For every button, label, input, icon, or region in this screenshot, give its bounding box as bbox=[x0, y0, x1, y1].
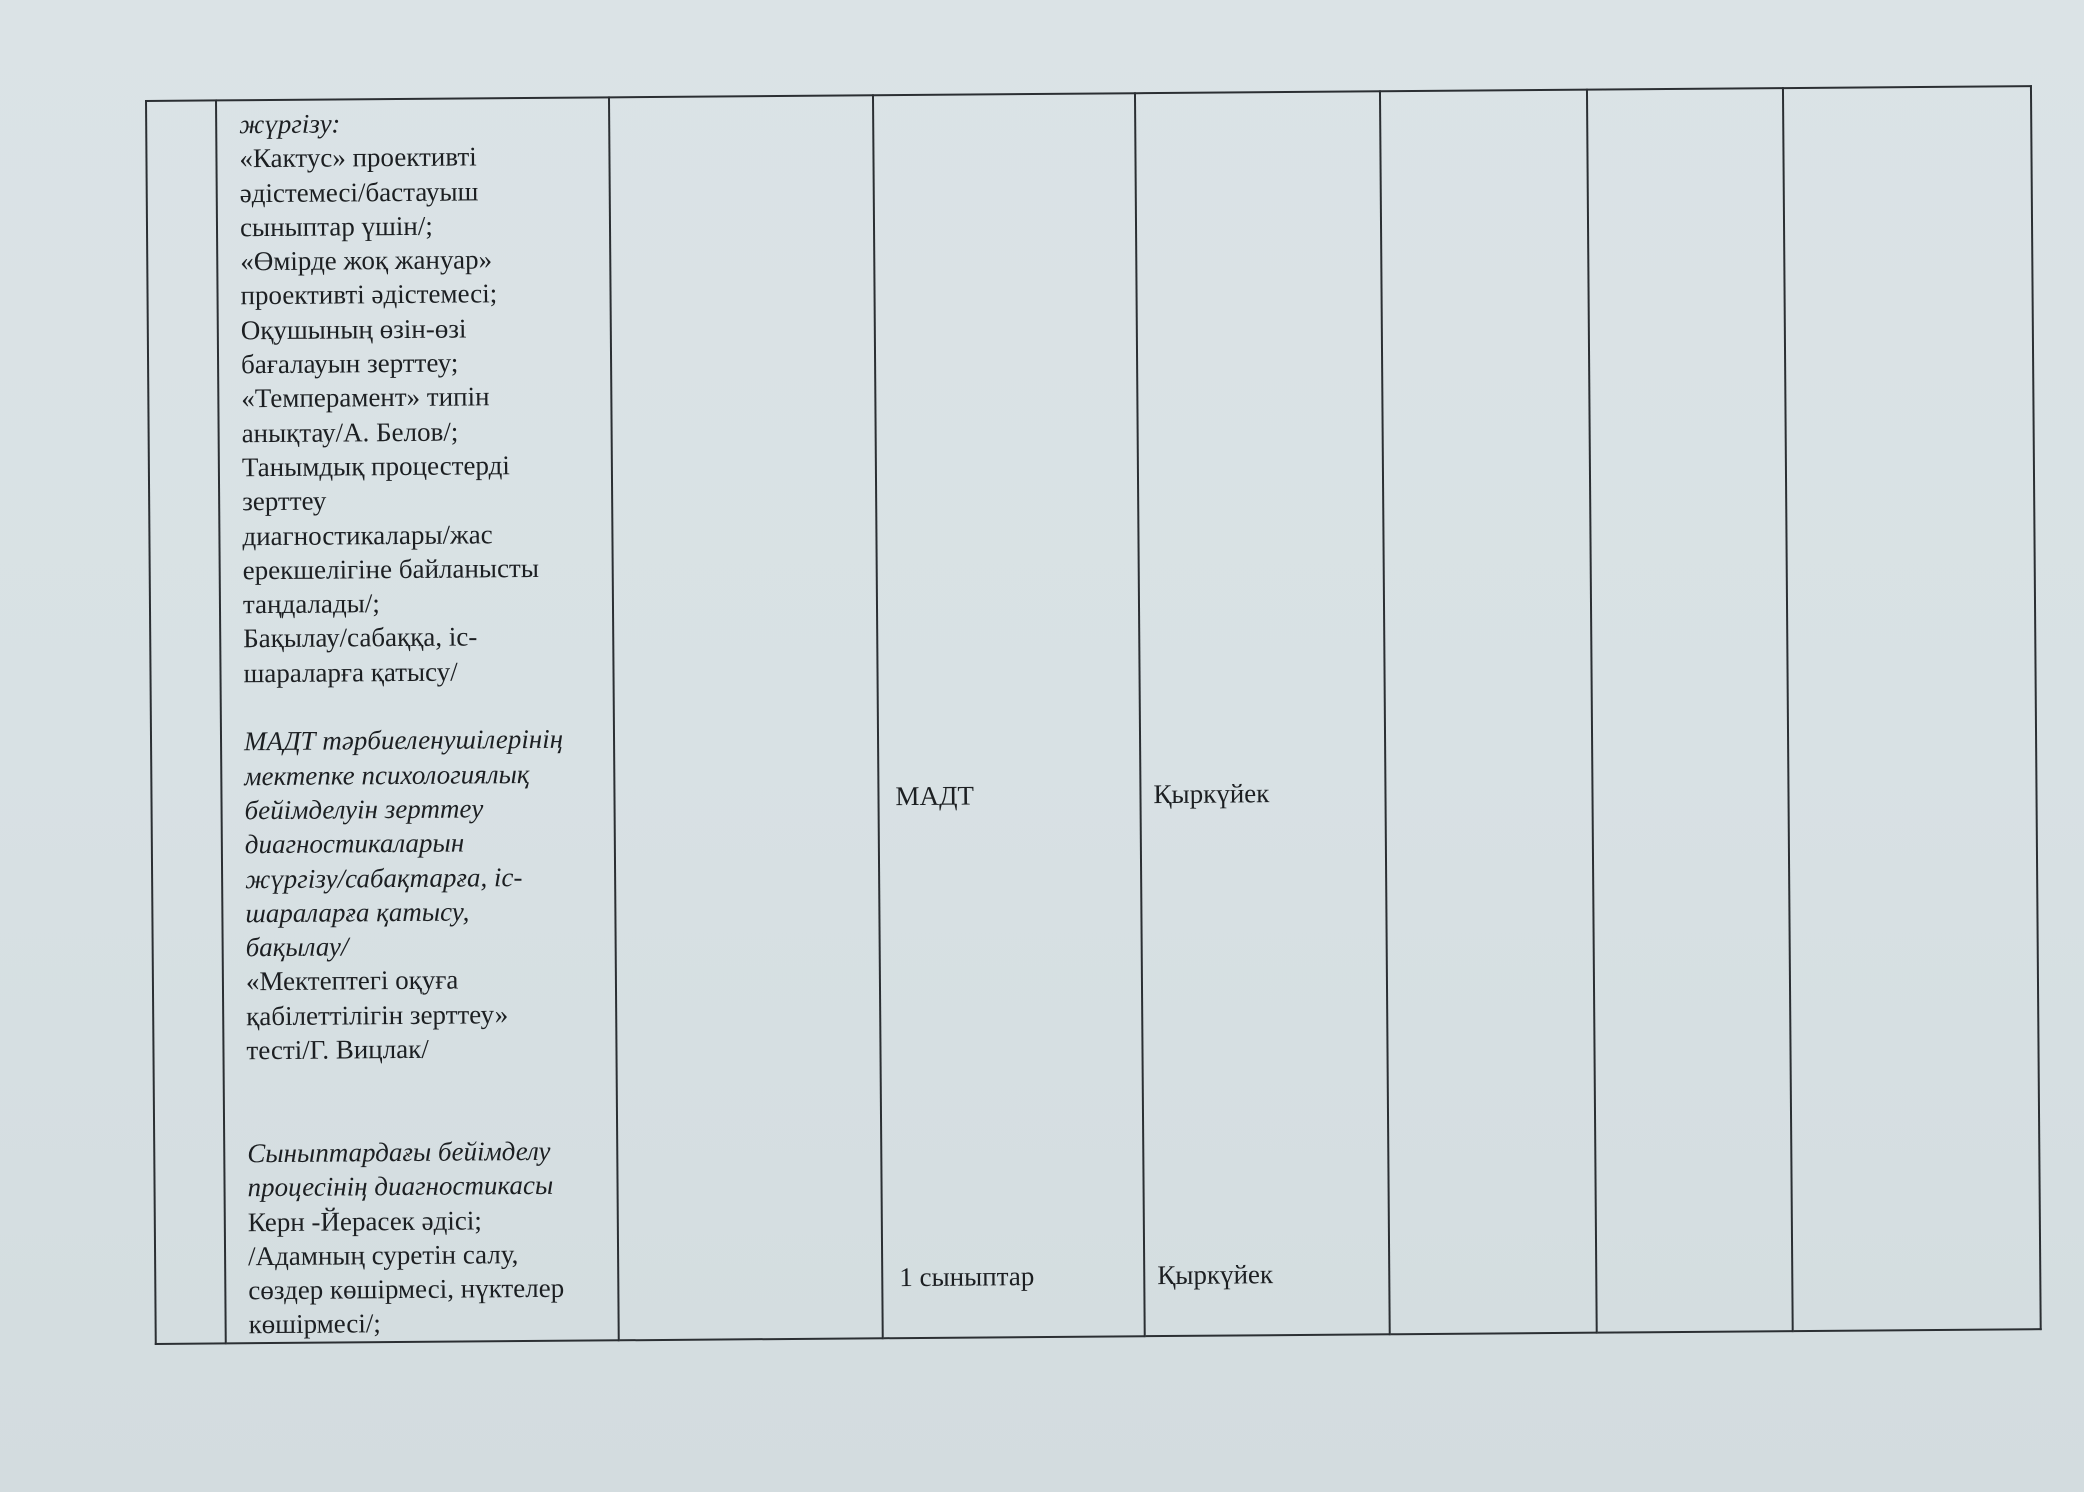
activity-line: мектепке психологиялық bbox=[244, 758, 530, 791]
activity-line: таңдалады/; bbox=[242, 588, 380, 620]
activity-line: ерекшелігіне байланысты bbox=[242, 552, 540, 586]
activity-line: сыныптар үшін/; bbox=[239, 210, 433, 243]
empty-cell-6 bbox=[1380, 90, 1597, 1334]
activity-cell bbox=[216, 97, 619, 1343]
empty-cell-8 bbox=[1783, 86, 2041, 1331]
activity-line: зерттеу bbox=[242, 485, 327, 517]
date-cell bbox=[1135, 91, 1390, 1336]
activity-line: бақылау/ bbox=[245, 931, 349, 963]
date-september-1: Қыркүйек bbox=[1153, 778, 1270, 810]
activity-line: «Кактус» проективті bbox=[239, 141, 477, 174]
activity-line: әдістемесі/бастауыш bbox=[239, 175, 479, 208]
activity-line: бейімделуін зерттеу bbox=[244, 793, 484, 826]
activity-line: көшірмесі/; bbox=[248, 1308, 381, 1340]
activity-line: жүргізу: bbox=[239, 108, 341, 140]
activity-line: шараларға қатысу, bbox=[245, 896, 470, 929]
activity-line: Сыныптардағы бейімделу bbox=[247, 1135, 551, 1169]
activity-line: шараларға қатысу/ bbox=[243, 656, 458, 688]
activity-line: проективті әдістемесі; bbox=[240, 278, 498, 311]
activity-line: қабілеттілігін зерттеу» bbox=[246, 998, 509, 1031]
activity-line: Танымдық процестерді bbox=[241, 450, 510, 483]
target-group-grade1: 1 сыныптар bbox=[899, 1261, 1035, 1293]
table-row bbox=[146, 86, 2041, 1343]
target-group-cell bbox=[873, 93, 1145, 1338]
date-september-2: Қыркүйек bbox=[1157, 1259, 1274, 1291]
activity-line: сөздер көшірмесі, нүктелер bbox=[248, 1272, 565, 1306]
activity-line: «Мектептегі оқуға bbox=[245, 964, 459, 997]
plan-table bbox=[145, 85, 2042, 1344]
activity-line: анықтау/А. Белов/; bbox=[241, 416, 459, 448]
activity-line: «Өмірде жоқ жануар» bbox=[240, 244, 493, 277]
activity-line: Керн -Йерасек әдісі; bbox=[247, 1204, 482, 1237]
activity-line: Оқушының өзін-өзі bbox=[240, 313, 467, 346]
target-group-madt: МАДТ bbox=[895, 780, 975, 812]
activity-line: диагностикаларын bbox=[244, 827, 465, 860]
spacer-line bbox=[247, 1099, 608, 1136]
empty-cell-7 bbox=[1587, 88, 1793, 1332]
activity-line: диагностикалары/жас bbox=[242, 518, 493, 551]
activity-line: процесінің диагностикасы bbox=[247, 1170, 554, 1203]
activity-line: МАДТ тәрбиеленушілерінің bbox=[243, 724, 564, 757]
activity-line: Бақылау/сабаққа, іс- bbox=[243, 621, 478, 654]
activity-line: /Адамның суретін салу, bbox=[247, 1238, 519, 1272]
empty-cell-3 bbox=[609, 95, 883, 1340]
activity-line: тесті/Г. Вицлак/ bbox=[246, 1033, 429, 1066]
spacer-line bbox=[244, 687, 605, 724]
activity-line: бағалауын зерттеу; bbox=[240, 347, 459, 380]
spacer-line bbox=[247, 1065, 608, 1102]
plan-table-wrapper bbox=[145, 85, 2040, 1340]
number-cell bbox=[146, 100, 226, 1343]
activity-line: жүргізу/сабақтарға, іс- bbox=[245, 861, 523, 894]
activity-line: «Темперамент» типін bbox=[241, 381, 490, 414]
